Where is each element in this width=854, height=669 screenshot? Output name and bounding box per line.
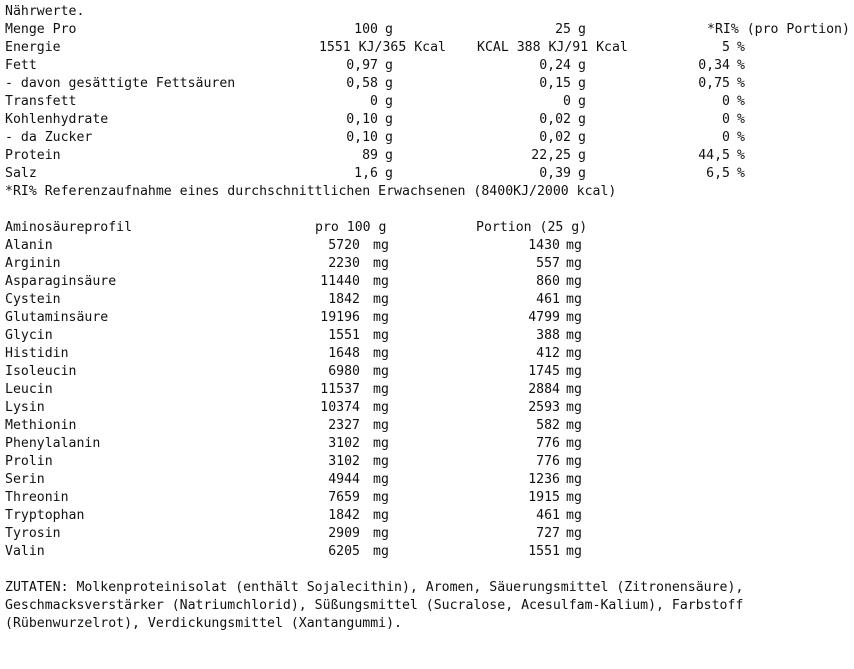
amino-portion-unit: mg <box>566 328 582 343</box>
nutrient-label: - davon gesättigte Fettsäuren <box>5 76 236 91</box>
amino-row <box>5 543 851 561</box>
amino-name: Glutaminsäure <box>5 310 109 325</box>
nutrient-ri-value: 0 <box>722 112 730 127</box>
amino-per100-unit: mg <box>373 418 389 433</box>
amino-per100-value: 7659 <box>328 490 360 505</box>
nutrient-per100-value: 0,97 <box>346 58 378 73</box>
energy-col1: 1551 KJ/365 Kcal <box>318 40 446 55</box>
ingredients-text-1: ZUTATEN: Molkenproteinisolat (enthält Sojalecithin), Aromen, Säuerungsmittel (Zitronensäure), <box>5 580 744 595</box>
nutrient-portion-unit: g <box>578 58 586 73</box>
amino-per100-value: 4944 <box>328 472 360 487</box>
nutrition-document <box>5 3 851 633</box>
amino-per100-unit: mg <box>373 544 389 559</box>
amino-portion-unit: mg <box>566 310 582 325</box>
amino-name: Asparaginsäure <box>5 274 117 289</box>
nutrient-ri-unit: % <box>737 130 745 145</box>
amino-name: Prolin <box>5 454 53 469</box>
amino-name: Methionin <box>5 418 77 433</box>
nutrient-per100-value: 0,10 <box>346 112 378 127</box>
amino-per100-unit: mg <box>373 490 389 505</box>
amino-name: Isoleucin <box>5 364 77 379</box>
amino-name: Tryptophan <box>5 508 85 523</box>
nutrient-per100-value: 0 <box>370 94 378 109</box>
amino-per100-unit: mg <box>373 454 389 469</box>
nutrient-ri-value: 6,5 <box>706 166 730 181</box>
amino-portion-unit: mg <box>566 400 582 415</box>
amino-per100-value: 6980 <box>328 364 360 379</box>
amino-header-col2: Portion (25 g) <box>476 220 588 235</box>
nutrient-portion-value: 22,25 <box>531 148 571 163</box>
amino-per100-unit: mg <box>373 508 389 523</box>
amino-row <box>5 471 851 489</box>
amino-portion-value: 388 <box>536 328 560 343</box>
nutrient-ri-unit: % <box>737 58 745 73</box>
amino-portion-value: 1551 <box>528 544 560 559</box>
amino-portion-value: 412 <box>536 346 560 361</box>
nutrient-per100-unit: g <box>385 166 393 181</box>
nutrition-row <box>5 147 851 165</box>
amino-per100-value: 3102 <box>328 436 360 451</box>
amino-per100-value: 2909 <box>328 526 360 541</box>
amino-name: Leucin <box>5 382 53 397</box>
amino-name: Alanin <box>5 238 53 253</box>
nutrient-per100-value: 1,6 <box>354 166 378 181</box>
nutrition-title-line <box>5 3 851 21</box>
nutrient-per100-unit: g <box>385 76 393 91</box>
energy-label: Energie <box>5 40 61 55</box>
nutrition-row <box>5 93 851 111</box>
amino-per100-unit: mg <box>373 292 389 307</box>
nutrient-per100-unit: g <box>385 58 393 73</box>
nutrient-portion-value: 0,02 <box>539 112 571 127</box>
amino-row <box>5 417 851 435</box>
amino-per100-value: 1551 <box>328 328 360 343</box>
amino-row <box>5 381 851 399</box>
nutrient-portion-unit: g <box>578 166 586 181</box>
nutrient-label: Transfett <box>5 94 77 109</box>
amino-header-label: Aminosäureprofil <box>5 220 133 235</box>
amino-name: Tyrosin <box>5 526 61 541</box>
nutrition-footnote-line <box>5 183 851 201</box>
nutrition-energy-row <box>5 39 851 57</box>
amino-row <box>5 525 851 543</box>
amino-name: Arginin <box>5 256 61 271</box>
amino-per100-unit: mg <box>373 238 389 253</box>
nutrition-footnote: *RI% Referenzaufnahme eines durchschnittlichen Erwachsenen (8400KJ/2000 kcal) <box>5 184 617 199</box>
amino-per100-value: 1842 <box>328 508 360 523</box>
energy-col2: KCAL 388 KJ/91 Kcal <box>477 40 628 55</box>
nutrient-portion-value: 0 <box>563 94 571 109</box>
nutrition-header-col2-unit: g <box>578 22 586 37</box>
amino-name: Phenylalanin <box>5 436 101 451</box>
amino-per100-unit: mg <box>373 526 389 541</box>
amino-portion-unit: mg <box>566 436 582 451</box>
nutrient-portion-value: 0,15 <box>539 76 571 91</box>
nutrient-ri-value: 44,5 <box>698 148 730 163</box>
ingredients-line-3 <box>5 615 851 633</box>
nutrient-per100-unit: g <box>385 112 393 127</box>
amino-portion-value: 1236 <box>528 472 560 487</box>
nutrient-ri-unit: % <box>737 94 745 109</box>
nutrient-per100-value: 89 <box>362 148 378 163</box>
amino-name: Threonin <box>5 490 69 505</box>
ingredients-text-3: (Rübenwurzelrot), Verdickungsmittel (Xantangummi). <box>5 616 402 631</box>
amino-portion-value: 2884 <box>528 382 560 397</box>
nutrition-header-label: Menge Pro <box>5 22 77 37</box>
amino-portion-unit: mg <box>566 454 582 469</box>
amino-per100-unit: mg <box>373 436 389 451</box>
nutrient-label: Fett <box>5 58 37 73</box>
amino-per100-unit: mg <box>373 400 389 415</box>
amino-name: Glycin <box>5 328 53 343</box>
nutrient-label: Kohlenhydrate <box>5 112 109 127</box>
amino-portion-unit: mg <box>566 544 582 559</box>
nutrient-portion-unit: g <box>578 76 586 91</box>
amino-per100-unit: mg <box>373 346 389 361</box>
amino-per100-unit: mg <box>373 472 389 487</box>
nutrient-ri-value: 0,34 <box>698 58 730 73</box>
amino-portion-value: 461 <box>536 508 560 523</box>
nutrient-ri-value: 0,75 <box>698 76 730 91</box>
amino-portion-unit: mg <box>566 238 582 253</box>
nutrient-label: - da Zucker <box>5 130 93 145</box>
nutrient-per100-value: 0,10 <box>346 130 378 145</box>
amino-portion-unit: mg <box>566 508 582 523</box>
amino-row <box>5 237 851 255</box>
nutrition-row <box>5 57 851 75</box>
amino-portion-unit: mg <box>566 364 582 379</box>
ingredients-text-2: Geschmacksverstärker (Natriumchlorid), Süßungsmittel (Sucralose, Acesulfam-Kalium), Farbstoff <box>5 598 744 613</box>
nutrient-ri-unit: % <box>737 112 745 127</box>
nutrition-row <box>5 129 851 147</box>
amino-portion-unit: mg <box>566 472 582 487</box>
ingredients-line-1 <box>5 579 851 597</box>
nutrient-ri-unit: % <box>737 148 745 163</box>
amino-portion-value: 776 <box>536 454 560 469</box>
nutrient-portion-unit: g <box>578 148 586 163</box>
energy-col3-unit: % <box>737 40 745 55</box>
nutrient-per100-value: 0,58 <box>346 76 378 91</box>
amino-per100-value: 1648 <box>328 346 360 361</box>
nutrition-title: Nährwerte. <box>5 4 85 19</box>
nutrient-label: Protein <box>5 148 61 163</box>
amino-per100-value: 3102 <box>328 454 360 469</box>
nutrient-portion-unit: g <box>578 94 586 109</box>
nutrient-portion-unit: g <box>578 112 586 127</box>
nutrient-ri-unit: % <box>737 166 745 181</box>
amino-portion-value: 2593 <box>528 400 560 415</box>
amino-name: Histidin <box>5 346 69 361</box>
nutrient-label: Salz <box>5 166 37 181</box>
nutrient-portion-value: 0,24 <box>539 58 571 73</box>
nutrition-rows <box>5 57 851 183</box>
amino-row <box>5 345 851 363</box>
nutrition-row <box>5 111 851 129</box>
amino-portion-value: 776 <box>536 436 560 451</box>
amino-per100-unit: mg <box>373 364 389 379</box>
amino-header-col1: pro 100 g <box>315 220 387 235</box>
amino-per100-value: 5720 <box>328 238 360 253</box>
nutrition-header-col1-value: 100 <box>354 22 378 37</box>
amino-row <box>5 435 851 453</box>
amino-header-row <box>5 219 851 237</box>
amino-per100-unit: mg <box>373 256 389 271</box>
amino-per100-unit: mg <box>373 382 389 397</box>
nutrition-header-col1-unit: g <box>385 22 393 37</box>
amino-portion-unit: mg <box>566 418 582 433</box>
amino-row <box>5 255 851 273</box>
amino-name: Lysin <box>5 400 45 415</box>
amino-per100-value: 11537 <box>320 382 360 397</box>
amino-portion-value: 1745 <box>528 364 560 379</box>
nutrition-row <box>5 165 851 183</box>
amino-per100-value: 10374 <box>320 400 360 415</box>
nutrition-header-row <box>5 21 851 39</box>
nutrient-portion-value: 0,02 <box>539 130 571 145</box>
amino-portion-unit: mg <box>566 274 582 289</box>
amino-rows <box>5 237 851 561</box>
amino-name: Valin <box>5 544 45 559</box>
amino-per100-unit: mg <box>373 328 389 343</box>
amino-name: Serin <box>5 472 45 487</box>
nutrient-per100-unit: g <box>385 94 393 109</box>
amino-portion-value: 582 <box>536 418 560 433</box>
nutrient-portion-value: 0,39 <box>539 166 571 181</box>
amino-per100-value: 2327 <box>328 418 360 433</box>
nutrition-row <box>5 75 851 93</box>
amino-portion-unit: mg <box>566 256 582 271</box>
amino-row <box>5 399 851 417</box>
amino-portion-value: 1915 <box>528 490 560 505</box>
amino-per100-unit: mg <box>373 310 389 325</box>
amino-row <box>5 453 851 471</box>
amino-portion-value: 557 <box>536 256 560 271</box>
amino-per100-unit: mg <box>373 274 389 289</box>
amino-row <box>5 309 851 327</box>
amino-portion-value: 1430 <box>528 238 560 253</box>
amino-portion-unit: mg <box>566 382 582 397</box>
amino-per100-value: 11440 <box>320 274 360 289</box>
amino-portion-unit: mg <box>566 292 582 307</box>
nutrient-per100-unit: g <box>385 148 393 163</box>
nutrient-portion-unit: g <box>578 130 586 145</box>
amino-portion-unit: mg <box>566 526 582 541</box>
amino-per100-value: 19196 <box>320 310 360 325</box>
nutrient-ri-value: 0 <box>722 130 730 145</box>
nutrient-ri-unit: % <box>737 76 745 91</box>
amino-portion-value: 727 <box>536 526 560 541</box>
amino-portion-unit: mg <box>566 346 582 361</box>
spacer <box>5 561 851 579</box>
nutrition-header-col3: *RI% (pro Portion) <box>707 22 850 37</box>
nutrition-header-col2-value: 25 <box>555 22 571 37</box>
energy-col3-value: 5 <box>722 40 730 55</box>
nutrient-per100-unit: g <box>385 130 393 145</box>
nutrient-ri-value: 0 <box>722 94 730 109</box>
amino-row <box>5 363 851 381</box>
amino-portion-value: 4799 <box>528 310 560 325</box>
amino-row <box>5 489 851 507</box>
amino-row <box>5 327 851 345</box>
amino-row <box>5 507 851 525</box>
amino-row <box>5 291 851 309</box>
amino-portion-value: 860 <box>536 274 560 289</box>
spacer <box>5 201 851 219</box>
ingredients-line-2 <box>5 597 851 615</box>
amino-name: Cystein <box>5 292 61 307</box>
amino-per100-value: 1842 <box>328 292 360 307</box>
amino-row <box>5 273 851 291</box>
amino-per100-value: 6205 <box>328 544 360 559</box>
amino-per100-value: 2230 <box>328 256 360 271</box>
amino-portion-unit: mg <box>566 490 582 505</box>
amino-portion-value: 461 <box>536 292 560 307</box>
